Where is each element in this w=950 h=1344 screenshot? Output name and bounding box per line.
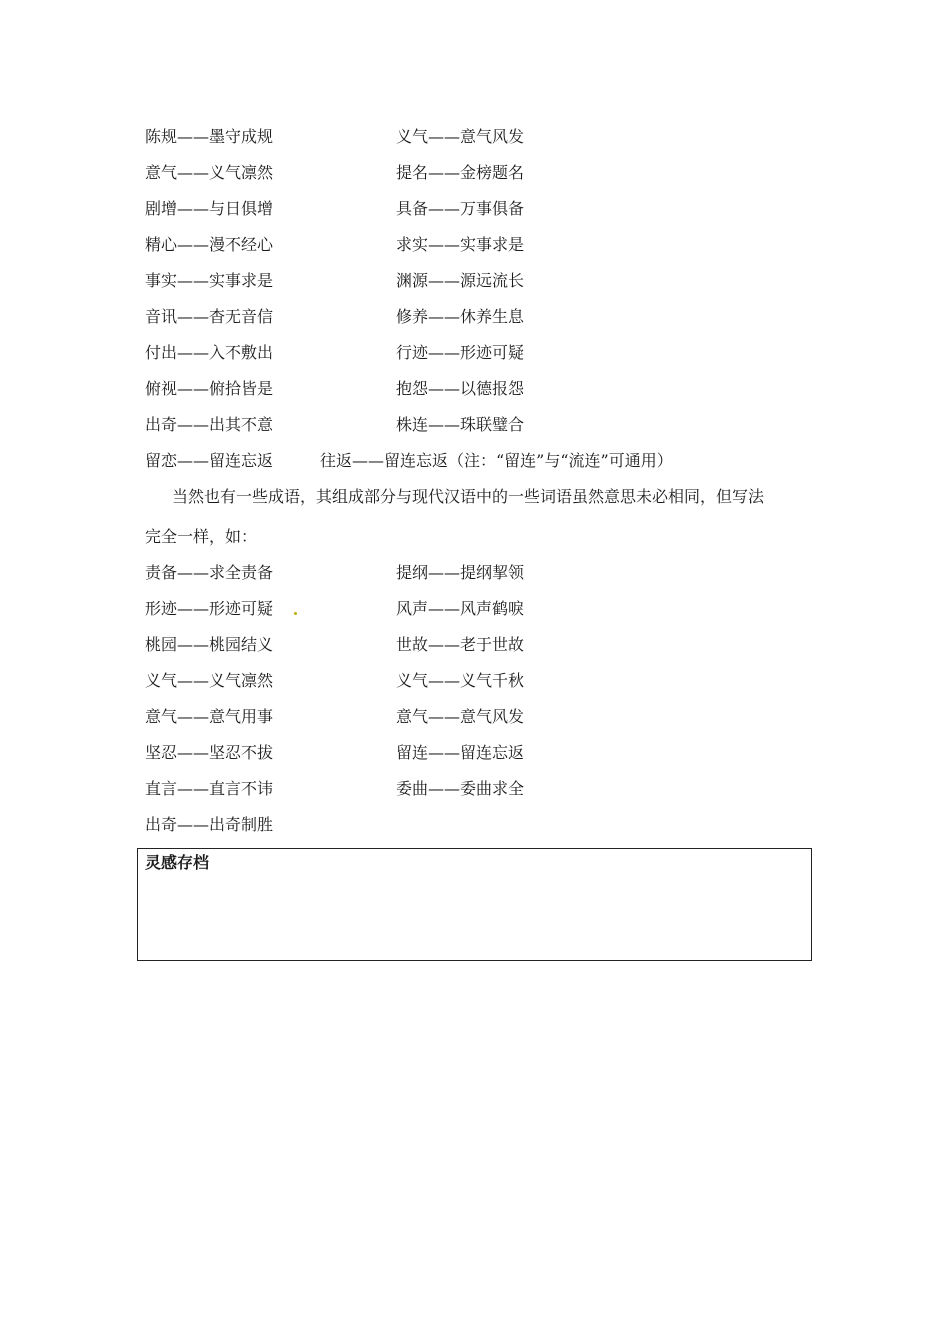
word-pair-left: 坚忍——坚忍不拔 [145, 743, 274, 762]
word-pair-left: 义气——义气凛然 [145, 671, 274, 690]
box-edge-mark [811, 876, 812, 886]
word-pair-left: 出奇——出其不意 [145, 415, 274, 434]
word-pair-note: 往返——留连忘返（注：“留连”与“流连”可通用） [320, 451, 673, 470]
box-edge-mark [137, 876, 138, 886]
inspiration-archive-box[interactable] [137, 848, 812, 961]
word-pair-right: 提纲——提纲挈领 [396, 563, 525, 582]
word-pair-right: 意气——意气风发 [396, 707, 525, 726]
word-pair-right: 义气——义气千秋 [396, 671, 525, 690]
word-pair-right: 提名——金榜题名 [396, 163, 525, 182]
word-pair-left: 事实——实事求是 [145, 271, 274, 290]
word-pair-left: 留恋——留连忘返 [145, 451, 274, 470]
word-pair-left: 俯视——俯拾皆是 [145, 379, 274, 398]
word-pair-right: 抱怨——以德报怨 [396, 379, 525, 398]
word-pair-right: 义气——意气风发 [396, 127, 525, 146]
word-pair-right: 留连——留连忘返 [396, 743, 525, 762]
word-pair-left: 出奇——出奇制胜 [145, 815, 274, 834]
word-pair-right: 具备——万事俱备 [396, 199, 525, 218]
word-pair-left: 意气——意气用事 [145, 707, 274, 726]
word-pair-left: 付出——入不敷出 [145, 343, 274, 362]
word-pair-left: 桃园——桃园结义 [145, 635, 274, 654]
word-pair-left: 精心——漫不经心 [145, 235, 274, 254]
word-pair-left: 形迹——形迹可疑 [145, 599, 274, 618]
word-pair-left: 责备——求全责备 [145, 563, 274, 582]
word-pair-left: 陈规——墨守成规 [145, 127, 274, 146]
word-pair-right: 行迹——形迹可疑 [396, 343, 525, 362]
word-pair-right: 修养——休养生息 [396, 307, 525, 326]
paragraph-line-2: 完全一样，如： [145, 527, 258, 546]
word-pair-left: 直言——直言不讳 [145, 779, 274, 798]
word-pair-left: 音讯——杳无音信 [145, 307, 274, 326]
word-pair-right: 风声——风声鹤唳 [396, 599, 525, 618]
word-pair-right: 委曲——委曲求全 [396, 779, 525, 798]
archive-title: 灵感存档 [145, 853, 210, 872]
word-pair-right: 株连——珠联璧合 [396, 415, 525, 434]
word-pair-right: 世故——老于世故 [396, 635, 525, 654]
word-pair-left: 剧增——与日俱增 [145, 199, 274, 218]
stray-mark [294, 612, 297, 615]
word-pair-right: 求实——实事求是 [396, 235, 525, 254]
paragraph-line-1: 当然也有一些成语，其组成部分与现代汉语中的一些词语虽然意思未必相同，但写法 [172, 487, 765, 506]
word-pair-right: 渊源——源远流长 [396, 271, 525, 290]
word-pair-left: 意气——义气凛然 [145, 163, 274, 182]
